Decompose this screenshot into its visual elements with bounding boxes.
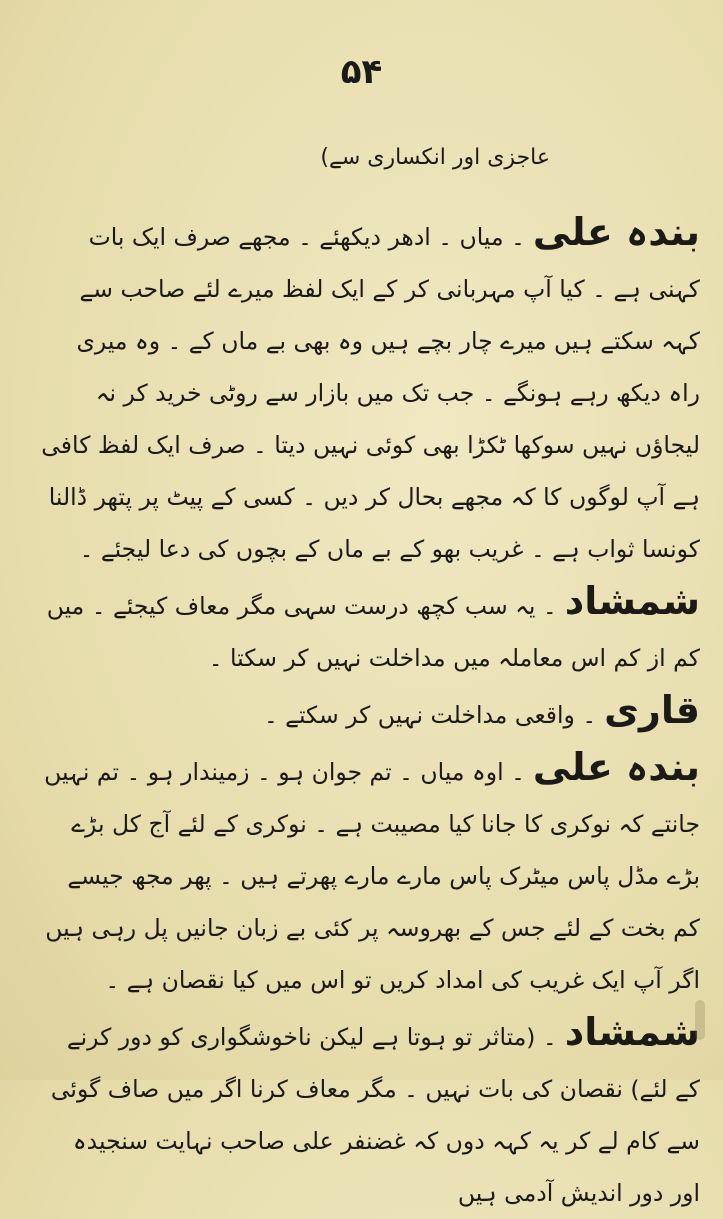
speech-qari: [40, 684, 700, 741]
speech-text: ۔ واقعی مداخلت نہیں کر سکتے ۔: [263, 701, 597, 729]
paper-stain: [695, 1000, 705, 1040]
speaker-name: شمشاد: [564, 1010, 700, 1054]
speaker-name: بندہ علی: [532, 745, 700, 789]
stage-direction: عاجزی اور انکساری سے): [320, 145, 550, 170]
speech-text: ۔ یہ سب کچھ درست سہی مگر معاف کیجئے ۔ میں کم از کم اس معاملہ میں مداخلت نہیں کر سکتا ۔: [46, 592, 700, 672]
speech-banda-ali-2: [40, 741, 700, 1006]
speech-shamshad-2: [40, 1006, 700, 1219]
speech-banda-ali-1: [40, 206, 700, 575]
page-body: [40, 110, 700, 1207]
speaker-name: قاری: [604, 688, 700, 732]
speech-text: ۔ (متاثر تو ہوتا ہے لیکن ناخوشگواری کو دور کرنے کے لئے) نقصان کی بات نہیں ۔ مگر معاف کرنا اگر میں صاف گوئی سے کام لے کر یہ کہہ دوں کہ غضنفر علی صاحب نہایت سنجیدہ اور دور اندیش آدمی ہیں: [50, 1023, 700, 1207]
speech-shamshad-1: [40, 575, 700, 684]
speech-text: ۔ میاں ۔ ادھر دیکھئے ۔ مجھے صرف ایک بات کہنی ہے ۔ کیا آپ مہربانی کر کے ایک لفظ میرے لئے صاحب سے کہہ سکتے ہیں میرے چار بچے ہیں وہ بھی بے ماں کے ۔ وہ میری راہ دیکھ رہے ہونگے ۔ جب تک میں بازار سے روٹی خرید کر نہ لیجاؤں نہیں سوکھا ٹکڑا بھی کوئی نہیں دیتا ۔ صرف ایک لفظ کافی ہے آپ لوگوں کا کہ مجھے بحال کر دیں ۔ کسی کے پیٹ پر پتھر ڈالنا کونسا ثواب ہے ۔ غریب بھو کے بے ماں کے بچوں کی دعا لیجئے ۔: [41, 223, 700, 563]
speaker-name: بندہ علی: [532, 210, 700, 254]
page-number: ۵۴: [340, 52, 383, 92]
speaker-name: شمشاد: [564, 579, 700, 623]
speech-text: ۔ اوہ میاں ۔ تم جوان ہو ۔ زمیندار ہو ۔ تم نہیں جانتے کہ نوکری کا جانا کیا مصیبت ہے ۔ نوکری کے لئے آج کل بڑے بڑے مڈل پاس میٹرک پاس مارے مارے پھرتے ہیں ۔ پھر مجھ جیسے کم بخت کے لئے جس کے بھروسہ پر کئی بے زبان جانیں پل رہی ہیں اگر آپ ایک غریب کی امداد کریں تو اس میں کیا نقصان ہے ۔: [44, 758, 700, 994]
